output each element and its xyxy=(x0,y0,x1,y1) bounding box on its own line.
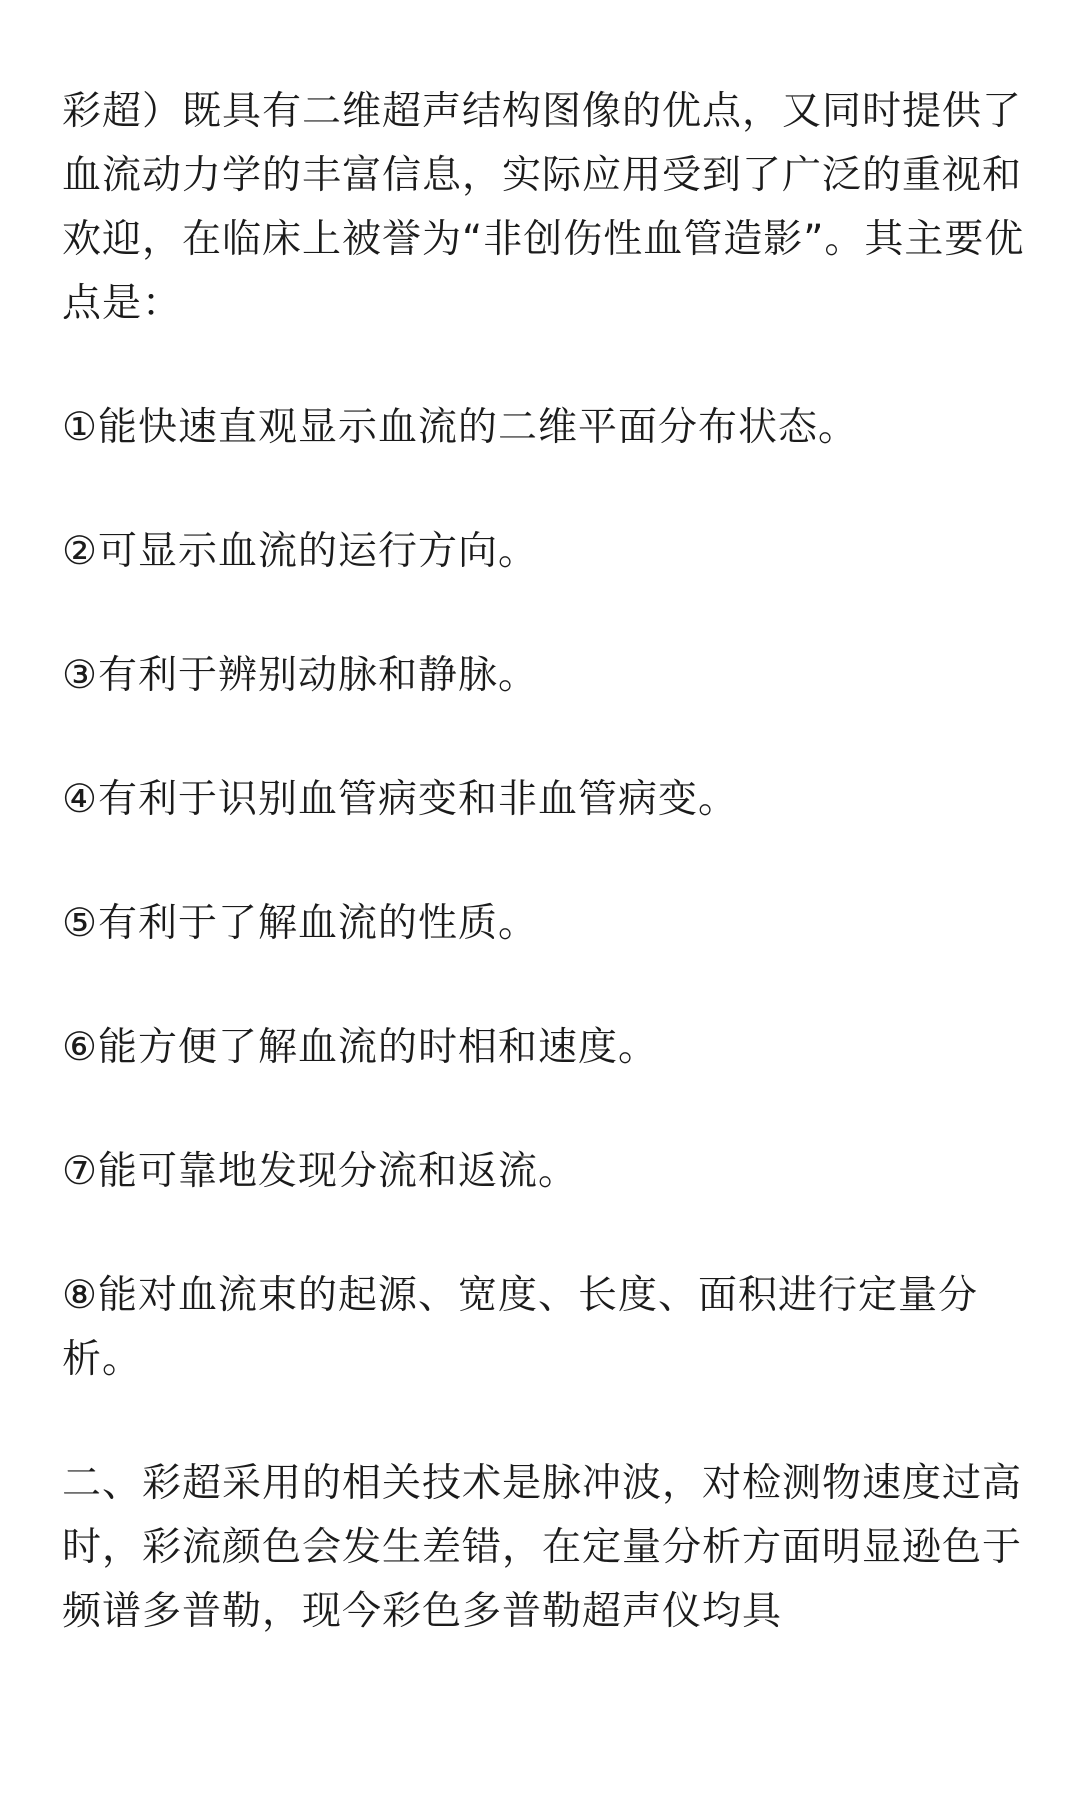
advantage-item-1: ①能快速直观显示血流的二维平面分布状态。 xyxy=(62,405,858,450)
advantage-item-2: ②可显示血流的运行方向。 xyxy=(62,529,538,574)
paragraph-gap xyxy=(62,1080,1032,1140)
advantage-item-8: ⑧能对血流束的起源、宽度、长度、面积进行定量分析。 xyxy=(62,1273,978,1382)
paragraph-gap xyxy=(62,956,1032,1016)
section-2-paragraph: 二、彩超采用的相关技术是脉冲波，对检测物速度过高时，彩流颜色会发生差错，在定量分析方面明显逊色于频谱多普勒，现今彩色多普勒超声仪均具 xyxy=(62,1461,1023,1634)
paragraph-gap xyxy=(62,1204,1032,1264)
advantage-item-3: ③有利于辨别动脉和静脉。 xyxy=(62,653,538,698)
paragraph-gap xyxy=(62,1392,1032,1452)
article-body xyxy=(62,80,1032,1644)
advantage-item-7: ⑦能可靠地发现分流和返流。 xyxy=(62,1149,578,1194)
paragraph-gap xyxy=(62,708,1032,768)
paragraph-gap xyxy=(62,584,1032,644)
paragraph-gap xyxy=(62,832,1032,892)
intro-paragraph: 彩超）既具有二维超声结构图像的优点，又同时提供了血流动力学的丰富信息，实际应用受到了广泛的重视和欢迎，在临床上被誉为“非创伤性血管造影”。其主要优点是： xyxy=(62,89,1025,326)
advantage-item-4: ④有利于识别血管病变和非血管病变。 xyxy=(62,777,738,822)
paragraph-gap xyxy=(62,336,1032,396)
advantage-item-5: ⑤有利于了解血流的性质。 xyxy=(62,901,538,946)
advantage-item-6: ⑥能方便了解血流的时相和速度。 xyxy=(62,1025,658,1070)
paragraph-gap xyxy=(62,460,1032,520)
